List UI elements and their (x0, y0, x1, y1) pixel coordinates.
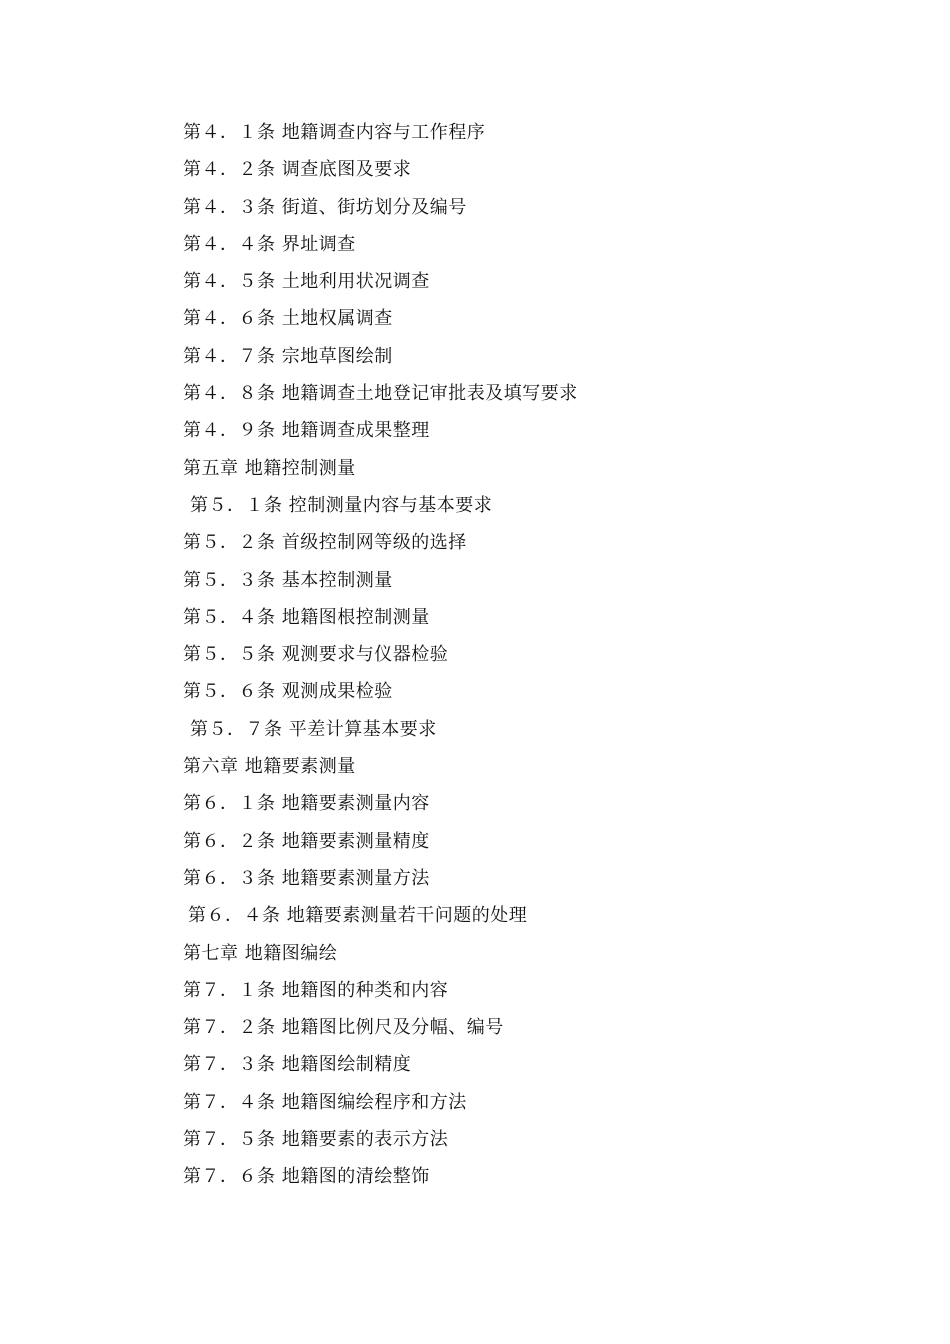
toc-entry-4-6: 第４．６条 土地权属调查 (183, 308, 393, 330)
toc-entry-7-4: 第７．４条 地籍图编绘程序和方法 (183, 1091, 467, 1113)
toc-entry-4-7: 第４．７条 宗地草图绘制 (183, 345, 393, 367)
toc-entry-5-3: 第５．３条 基本控制测量 (183, 569, 393, 591)
chapter-heading-5: 第五章 地籍控制测量 (183, 457, 356, 479)
toc-entry-7-6: 第７．６条 地籍图的清绘整饰 (183, 1166, 430, 1188)
toc-entry-4-4: 第４．４条 界址调查 (183, 233, 356, 255)
toc-entry-4-8: 第４．８条 地籍调查土地登记审批表及填写要求 (183, 383, 578, 405)
toc-entry-4-1: 第４．１条 地籍调查内容与工作程序 (183, 122, 486, 143)
toc-entry-6-1: 第６．１条 地籍要素测量内容 (183, 793, 430, 815)
toc-entry-7-2: 第７．２条 地籍图比例尺及分幅、编号 (183, 1017, 504, 1039)
chapter-heading-6: 第六章 地籍要素测量 (183, 756, 356, 778)
toc-entry-5-6: 第５．６条 观测成果检验 (183, 681, 393, 703)
chapter-heading-7: 第七章 地籍图编绘 (183, 942, 338, 964)
toc-entry-7-3: 第７．３条 地籍图绘制精度 (183, 1054, 412, 1076)
toc-entry-5-2: 第５．２条 首级控制网等级的选择 (183, 532, 467, 554)
toc-entry-4-5: 第４．５条 土地利用状况调查 (183, 271, 430, 293)
toc-entry-5-7: 第５．７条 平差计算基本要求 (190, 718, 437, 740)
toc-entry-4-2: 第４．２条 调查底图及要求 (183, 159, 412, 181)
toc-entry-6-3: 第６．３条 地籍要素测量方法 (183, 867, 430, 889)
toc-entry-7-1: 第７．１条 地籍图的种类和内容 (183, 979, 449, 1001)
table-of-contents (183, 114, 883, 1196)
toc-entry-5-5: 第５．５条 观测要求与仪器检验 (183, 644, 449, 666)
toc-entry-4-9: 第４．９条 地籍调查成果整理 (183, 420, 430, 442)
toc-entry-5-4: 第５．４条 地籍图根控制测量 (183, 606, 430, 628)
toc-entry-6-4: 第６．４条 地籍要素测量若干问题的处理 (188, 905, 528, 927)
toc-entry-6-2: 第６．２条 地籍要素测量精度 (183, 830, 430, 852)
toc-entry-5-1: 第５．１条 控制测量内容与基本要求 (190, 494, 493, 516)
toc-entry-7-5: 第７．５条 地籍要素的表示方法 (183, 1129, 449, 1151)
toc-entry-4-3: 第４．３条 街道、街坊划分及编号 (183, 196, 467, 218)
